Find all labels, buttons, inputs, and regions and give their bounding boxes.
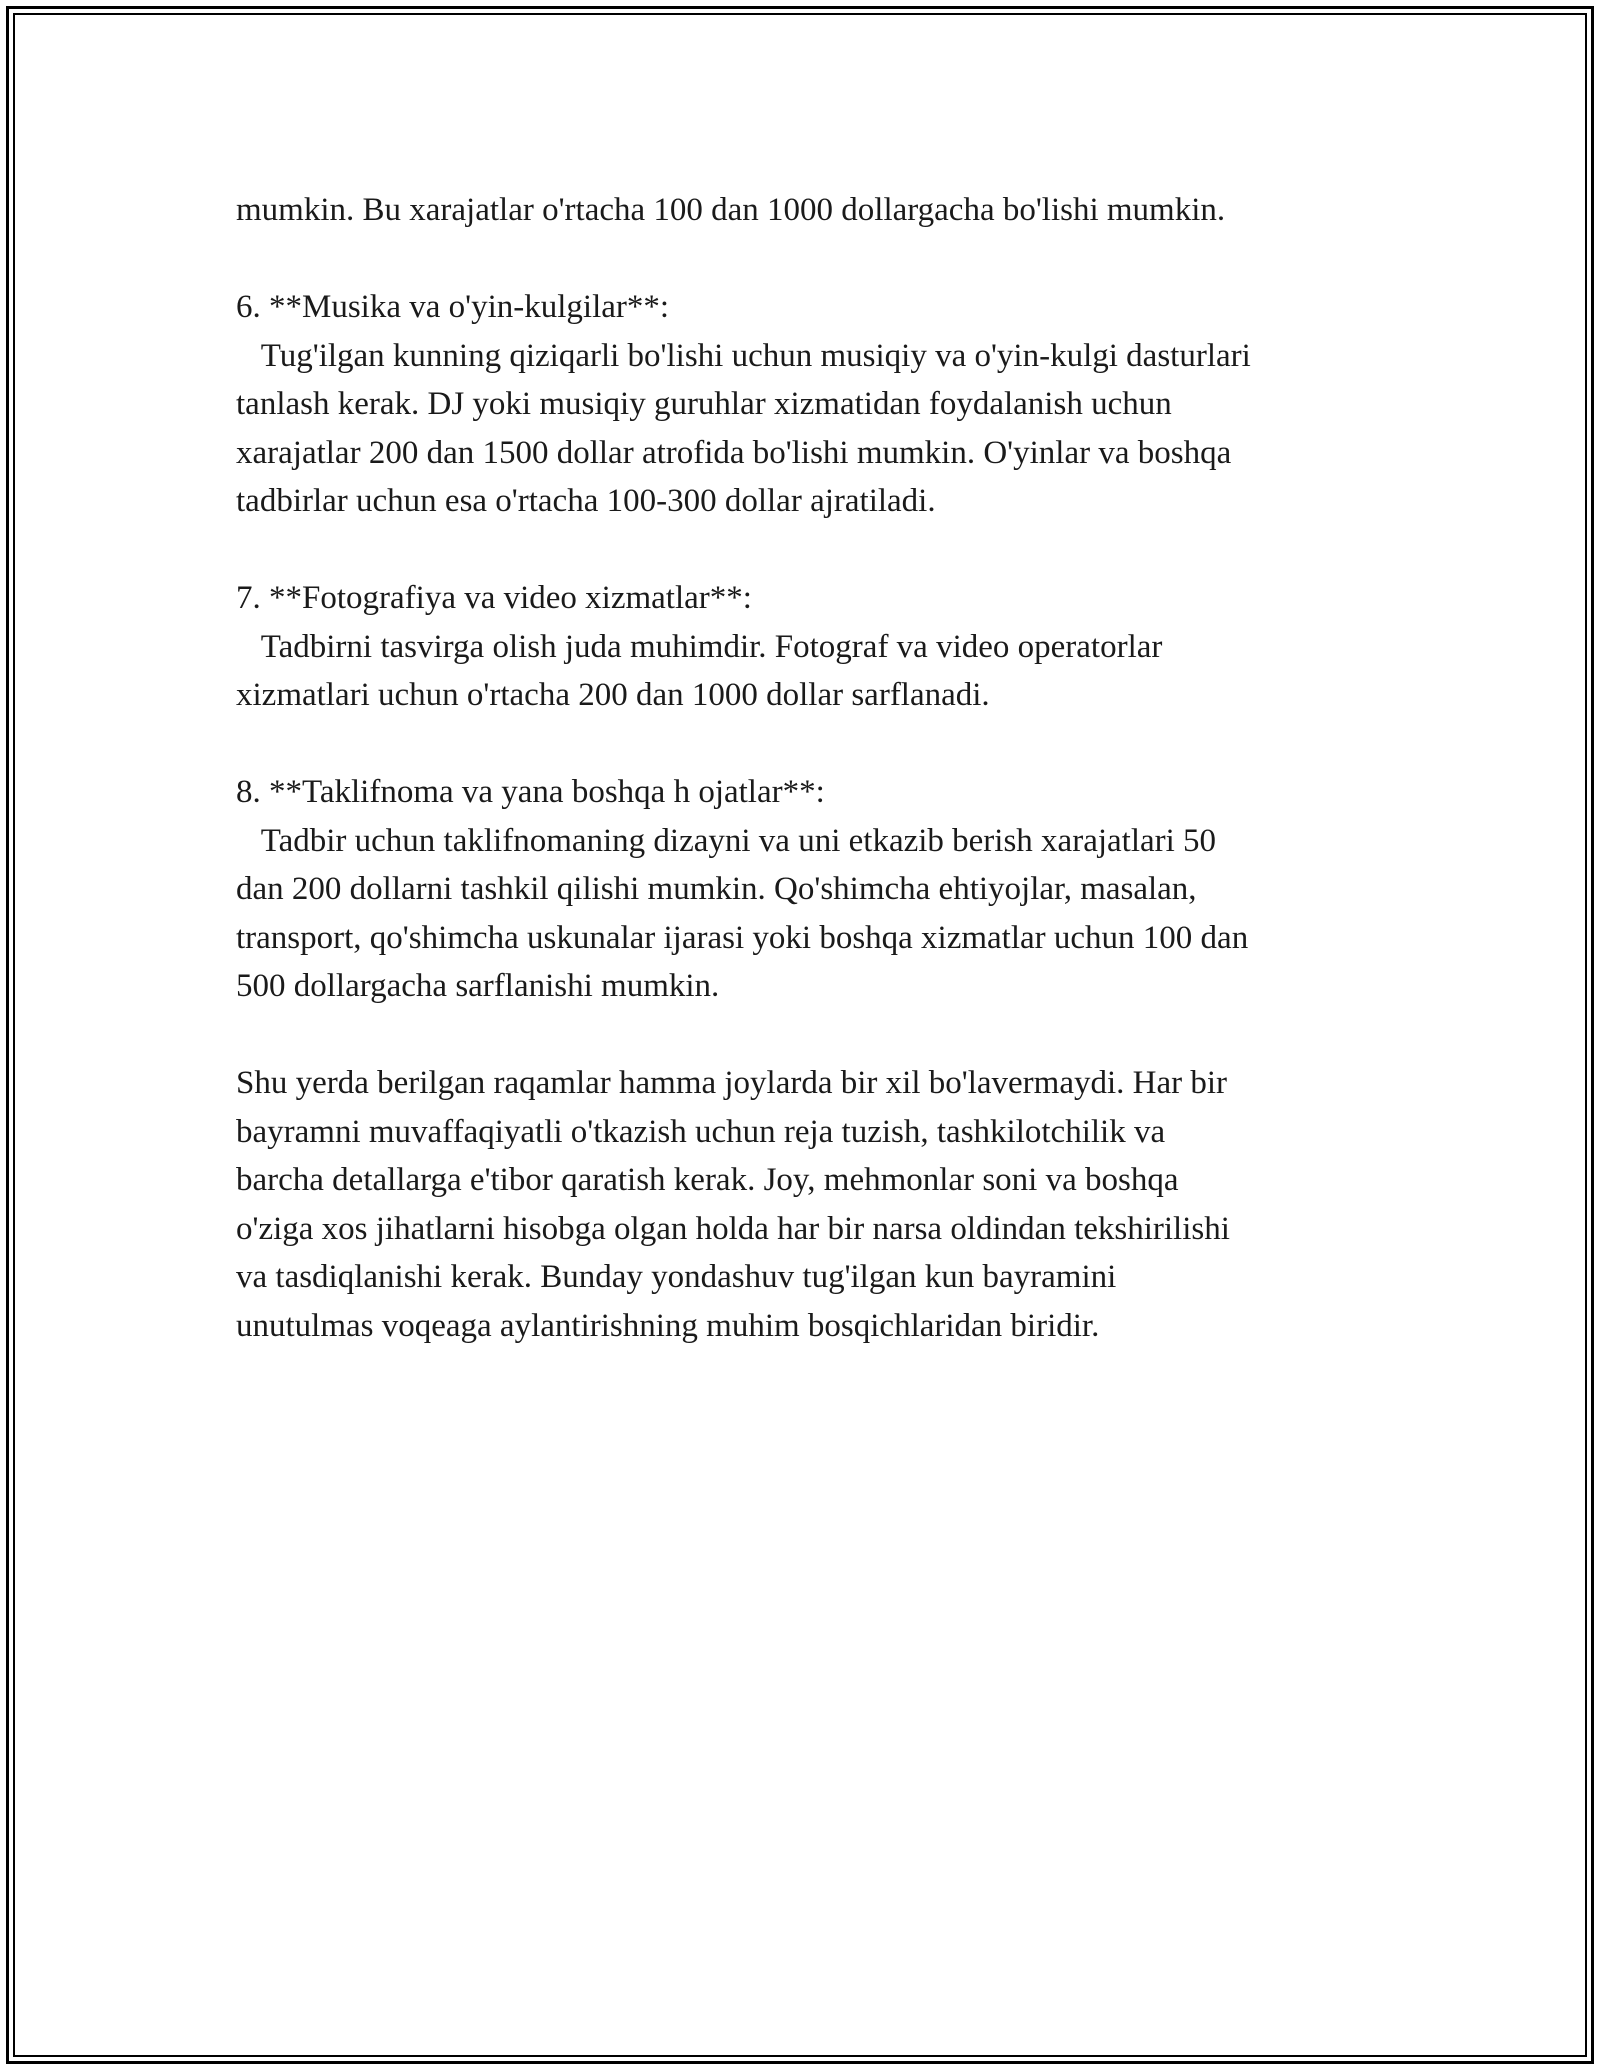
section-heading: 8. **Taklifnoma va yana boshqa h ojatlar**: [236, 774, 825, 810]
paragraph-line: dan 200 dollarni tashkil qilishi mumkin. Qo'shimcha ehtiyojlar, masalan, [236, 871, 1197, 907]
section-musika [236, 283, 1386, 526]
paragraph-line: Tadbirni tasvirga olish juda muhimdir. Fotograf va video operatorlar [236, 628, 1163, 665]
paragraph-line: o'ziga xos jihatlarni hisobga olgan holda har bir narsa oldindan tekshirilishi [236, 1210, 1230, 1247]
paragraph-line: xarajatlar 200 dan 1500 dollar atrofida bo'lishi mumkin. O'yinlar va boshqa [236, 434, 1232, 471]
intro-line: mumkin. Bu xarajatlar o'rtacha 100 dan 1000 dollargacha bo'lishi mumkin. [236, 192, 1226, 228]
paragraph-line: tadbirlar uchun esa o'rtacha 100-300 dollar ajratiladi. [236, 483, 936, 519]
paragraph-line: barcha detallarga e'tibor qaratish kerak. Joy, mehmonlar soni va boshqa [236, 1162, 1179, 1198]
paragraph-line: unutulmas voqeaga aylantirishning muhim bosqichlaridan biridir. [236, 1307, 1100, 1344]
paragraph-line: va tasdiqlanishi kerak. Bunday yondashuv tug'ilgan kun bayramini [236, 1259, 1117, 1295]
paragraph-line: Tadbir uchun taklifnomaning dizayni va uni etkazib berish xarajatlari 50 [236, 822, 1217, 859]
section-fotografiya [236, 574, 1386, 720]
paragraph-line: Shu yerda berilgan raqamlar hamma joylarda bir xil bo'lavermaydi. Har bir [236, 1065, 1228, 1101]
conclusion-paragraph [236, 1059, 1386, 1350]
paragraph-line: bayramni muvaffaqiyatli o'tkazish uchun reja tuzish, tashkilotchilik va [236, 1113, 1166, 1150]
section-heading: 6. **Musika va o'yin-kulgilar**: [236, 289, 670, 325]
section-heading: 7. **Fotografiya va video xizmatlar**: [236, 580, 752, 616]
document-body [236, 186, 1386, 1350]
paragraph-line: xizmatlari uchun o'rtacha 200 dan 1000 dollar sarflanadi. [236, 677, 990, 713]
paragraph-line: transport, qo'shimcha uskunalar ijarasi yoki boshqa xizmatlar uchun 100 dan [236, 919, 1249, 956]
section-taklifnoma [236, 768, 1386, 1011]
paragraph-line: tanlash kerak. DJ yoki musiqiy guruhlar xizmatidan foydalanish uchun [236, 386, 1172, 422]
paragraph-line: 500 dollargacha sarflanishi mumkin. [236, 968, 720, 1004]
paragraph-line: Tug'ilgan kunning qiziqarli bo'lishi uchun musiqiy va o'yin-kulgi dasturlari [236, 337, 1251, 374]
